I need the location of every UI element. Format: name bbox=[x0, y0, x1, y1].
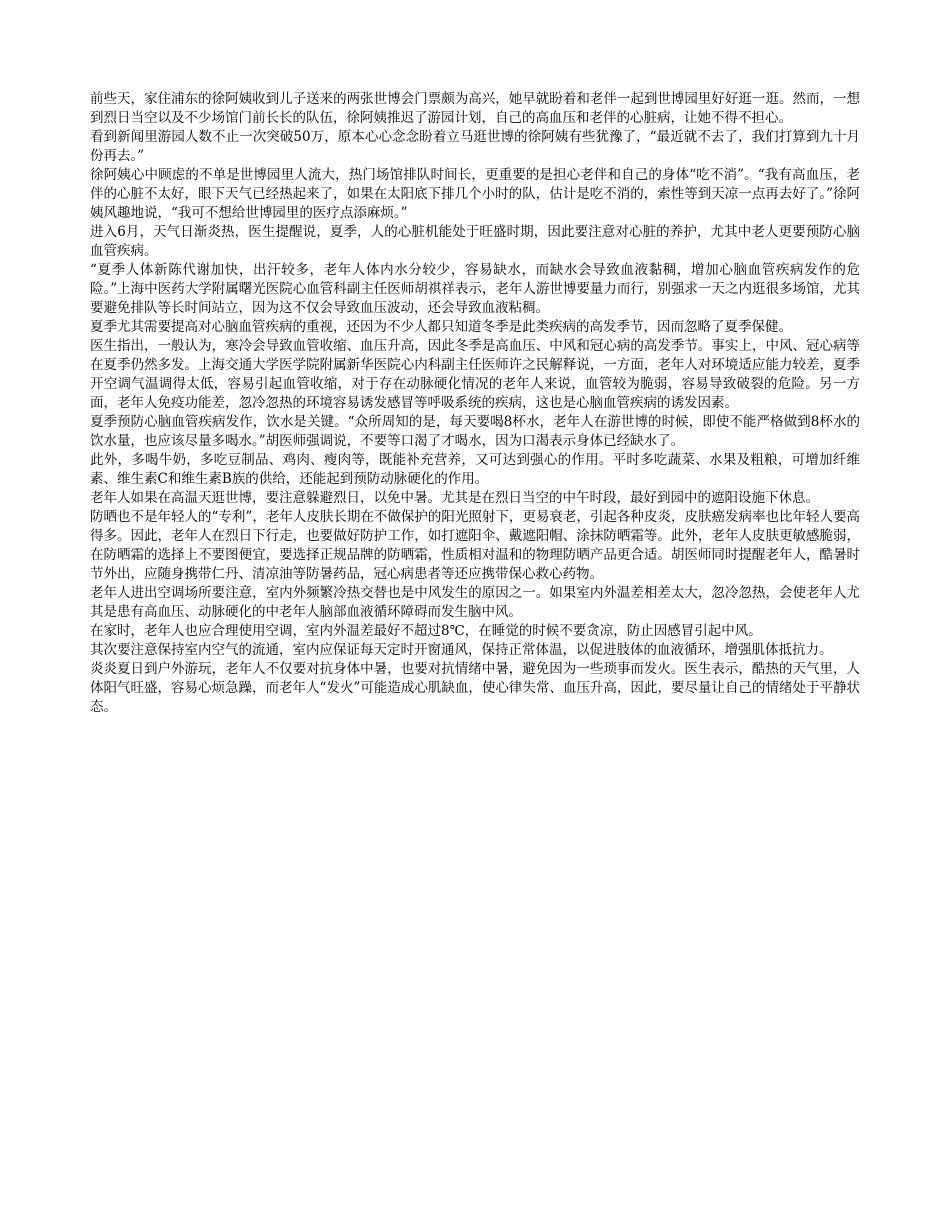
paragraph: 在家时，老年人也应合理使用空调，室内外温差最好不超过8℃，在睡觉的时候不要贪凉，防止因感冒引起中风。 bbox=[90, 623, 762, 639]
paragraph: 看到新闻里游园人数不止一次突破50万，原本心心念念盼着立马逛世博的徐阿姨有些犹豫了，“最近就不去了，我们打算到九十月份再去。” bbox=[90, 129, 860, 164]
paragraph: 医生指出，一般认为，寒冷会导致血管收缩、血压升高，因此冬季是高血压、中风和冠心病的高发季节。事实上，中风、冠心病等在夏季仍然多发。上海交通大学医学院附属新华医院心内科副主任医师许之民解释说，一方面，老年人对环境适应能力较差，夏季开空调气温调得太低，容易引起血管收缩，对于存在动脉硬化情况的老年人来说，血管较为脆弱，容易导致破裂的危险。另一方面，老年人免疫功能差，忽冷忽热的环境容易诱发感冒等呼吸系统的疾病，这也是心脑血管疾病的诱发因素。 bbox=[90, 338, 860, 411]
paragraph: 炎炎夏日到户外游玩，老年人不仅要对抗身体中暑，也要对抗情绪中暑，避免因为一些琐事而发火。医生表示，酷热的天气里，人体阳气旺盛，容易心烦急躁，而老年人“发火”可能造成心肌缺血，使心律失常、血压升高，因此，要尽量让自己的情绪处于平静状态。 bbox=[90, 661, 860, 715]
article-body bbox=[90, 90, 860, 717]
paragraph: 夏季预防心脑血管疾病发作，饮水是关键。“众所周知的是，每天要喝8杯水，老年人在游世博的时候，即使不能严格做到8杯水的饮水量，也应该尽量多喝水。”胡医师强调说，不要等口渴了才喝水，因为口渴表示身体已经缺水了。 bbox=[90, 414, 860, 449]
paragraph: 前些天，家住浦东的徐阿姨收到儿子送来的两张世博会门票颇为高兴，她早就盼着和老伴一起到世博园里好好逛一逛。然而，一想到烈日当空以及不少场馆门前长长的队伍，徐阿姨推迟了游园计划，自己的高血压和老伴的心脏病，让她不得不担心。 bbox=[90, 91, 860, 126]
paragraph: “夏季人体新陈代谢加快，出汗较多，老年人体内水分较少，容易缺水，而缺水会导致血液黏稠，增加心脑血管疾病发作的危险。”上海中医药大学附属曙光医院心血管科副主任医师胡祺祥表示，老年人游世博要量力而行，别强求一天之内逛很多场馆，尤其要避免排队等长时间站立，因为这不仅会导致血压波动，还会导致血液粘稠。 bbox=[90, 262, 860, 316]
paragraph: 防晒也不是年轻人的“专利”，老年人皮肤长期在不做保护的阳光照射下，更易衰老，引起各种皮炎，皮肤癌发病率也比年轻人要高得多。因此，老年人在烈日下行走，也要做好防护工作，如打遮阳伞、戴遮阳帽、涂抹防晒霜等。此外，老年人皮肤更敏感脆弱，在防晒霜的选择上不要图便宜，要选择正规品牌的防晒霜，性质相对温和的物理防晒产品更合适。胡医师同时提醒老年人，酷暑时节外出，应随身携带仁丹、清凉油等防暑药品，冠心病患者等还应携带保心救心药物。 bbox=[90, 509, 860, 582]
paragraph: 其次要注意保持室内空气的流通，室内应保证每天定时开窗通风，保持正常体温，以促进肢体的血液循环，增强肌体抵抗力。 bbox=[90, 642, 833, 658]
paragraph: 进入6月，天气日渐炎热，医生提醒说，夏季，人的心脏机能处于旺盛时期，因此要注意对心脏的养护，尤其中老人更要预防心脑血管疾病。 bbox=[90, 224, 860, 259]
paragraph: 老年人如果在高温天逛世博，要注意躲避烈日，以免中暑。尤其是在烈日当空的中午时段，最好到园中的遮阳设施下休息。 bbox=[90, 490, 819, 506]
paragraph: 老年人进出空调场所要注意，室内外频繁冷热交替也是中风发生的原因之一。如果室内外温差相差太大，忽冷忽热，会使老年人尤其是患有高血压、动脉硬化的中老年人脑部血液循环障碍而发生脑中风。 bbox=[90, 585, 860, 620]
paragraph: 夏季尤其需要提高对心脑血管疾病的重视，还因为不少人都只知道冬季是此类疾病的高发季节，因而忽略了夏季保健。 bbox=[90, 319, 792, 335]
paragraph: 徐阿姨心中顾虑的不单是世博园里人流大，热门场馆排队时间长，更重要的是担心老伴和自己的身体“吃不消”。“我有高血压，老伴的心脏不太好，眼下天气已经热起来了，如果在太阳底下排几个小时的队，估计是吃不消的，索性等到天凉一点再去好了。”徐阿姨风趣地说，“我可不想给世博园里的医疗点添麻烦。” bbox=[90, 167, 860, 221]
paragraph: 此外，多喝牛奶，多吃豆制品、鸡肉、瘦肉等，既能补充营养，又可达到强心的作用。平时多吃蔬菜、水果及粗粮，可增加纤维素、维生素C和维生素B族的供给，还能起到预防动脉硬化的作用。 bbox=[90, 452, 860, 487]
